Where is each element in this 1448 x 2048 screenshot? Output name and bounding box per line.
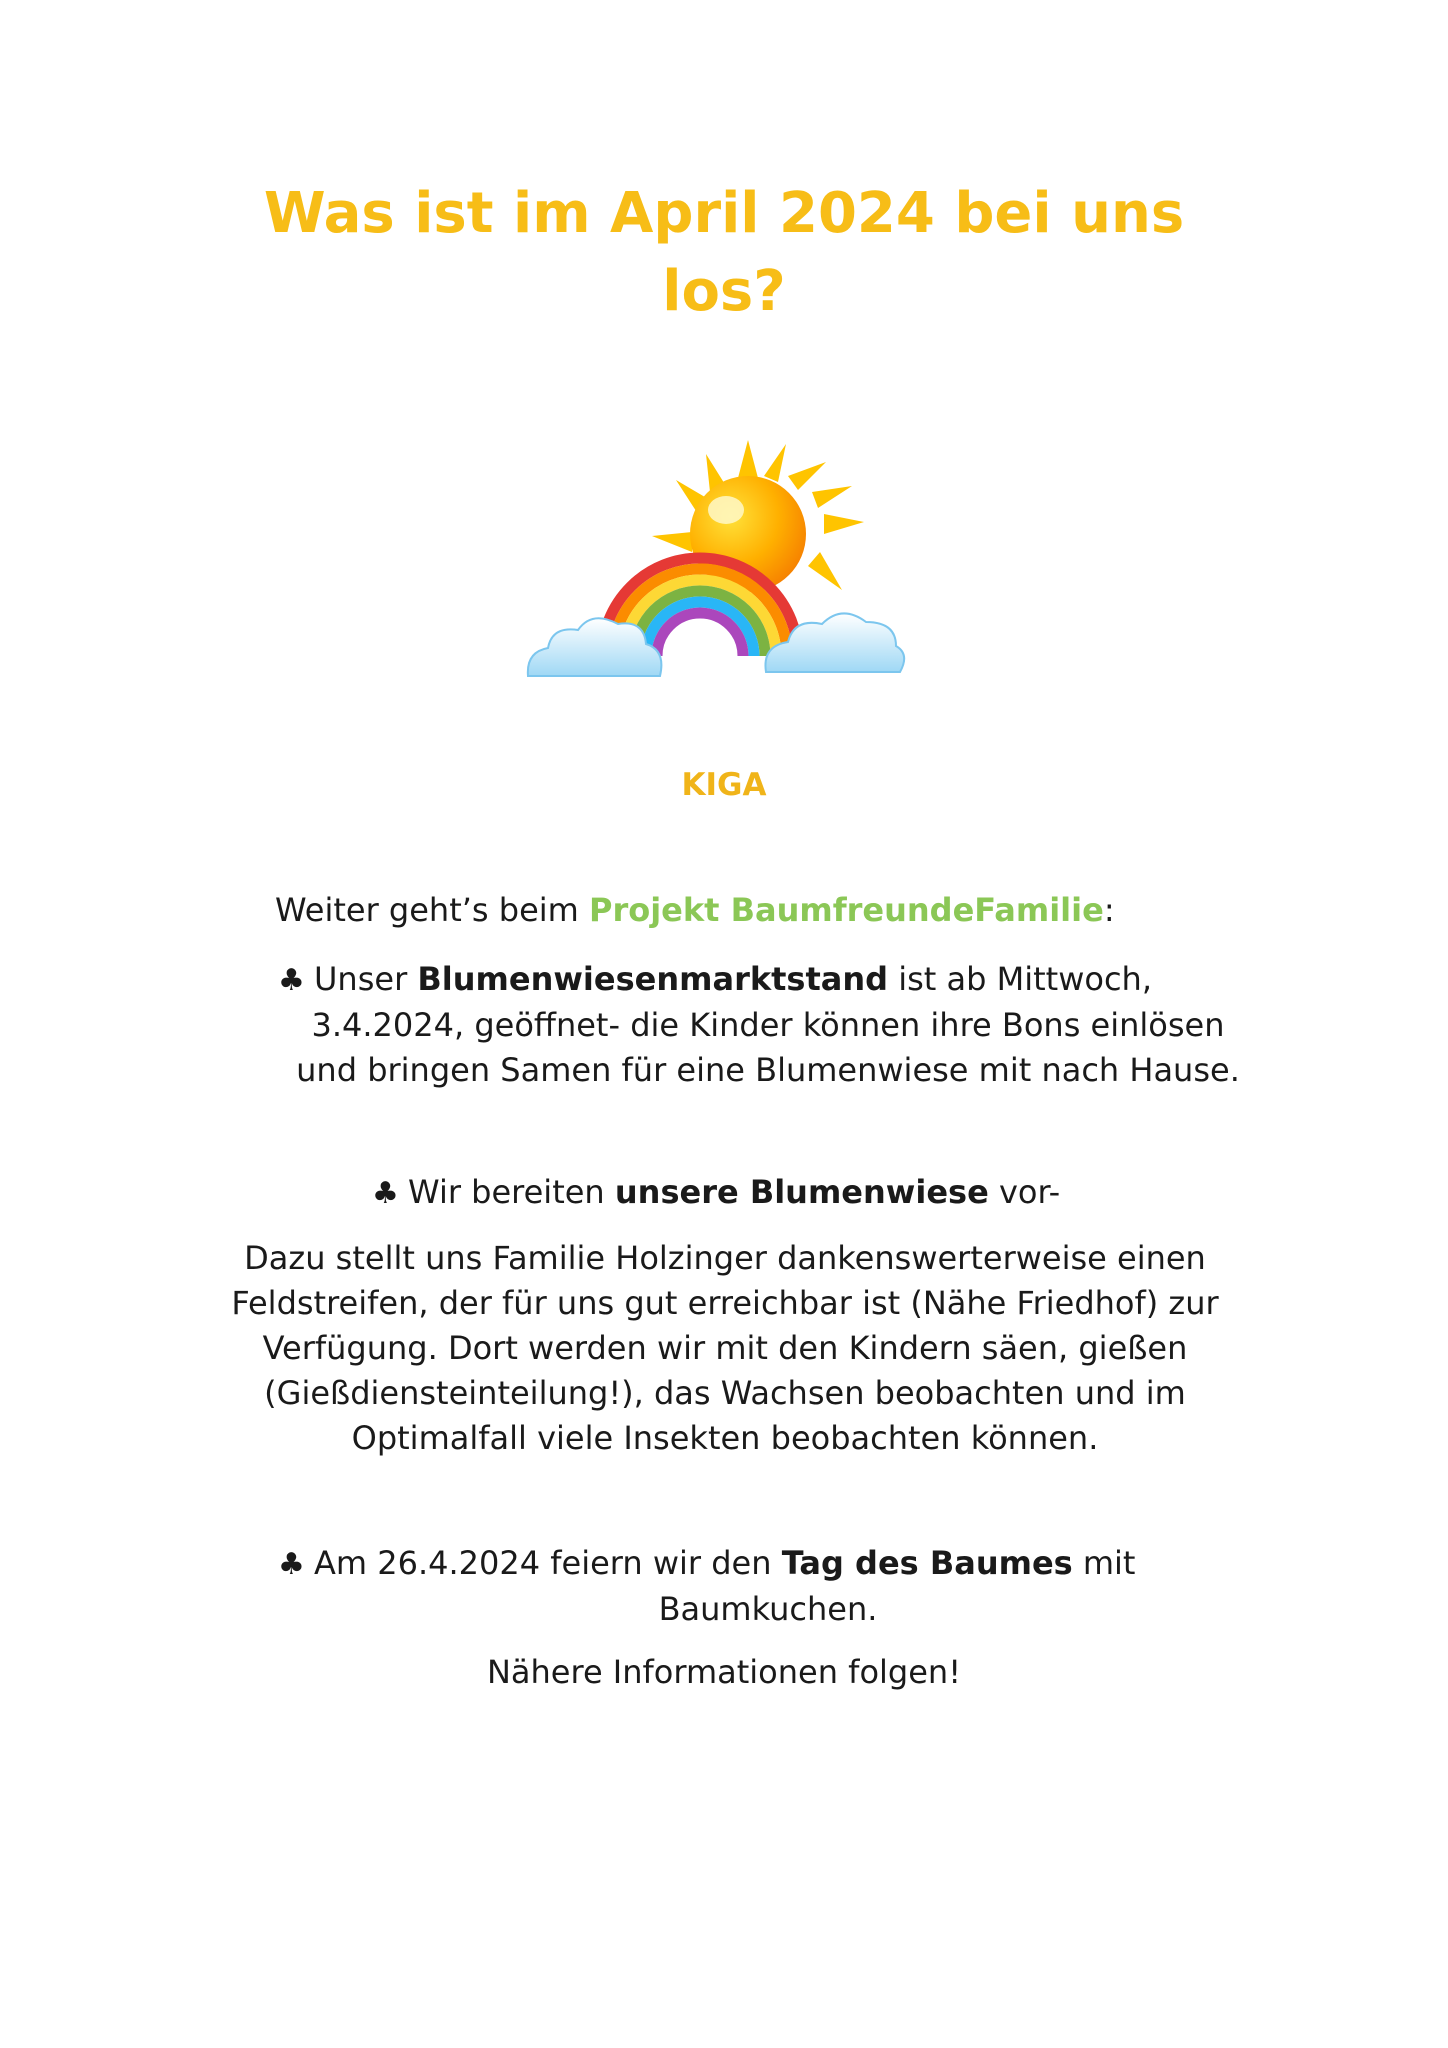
item2-bold-text: unsere Blumenwiese	[614, 1173, 989, 1211]
club-bullet-icon: ♣	[278, 963, 305, 998]
item1-bold-text: Blumenwiesenmarktstand	[417, 960, 889, 998]
item3-text-after: mit	[1072, 1544, 1136, 1582]
item3-line-2: Baumkuchen.	[658, 1590, 878, 1628]
description-line: Optimalfall viele Insekten beobachten können.	[351, 1419, 1099, 1457]
project-name: Projekt BaumfreundeFamilie	[588, 891, 1104, 929]
item1-text-before: Unser	[314, 960, 418, 998]
intro-prefix: Weiter geht’s beim	[275, 891, 589, 929]
title-line-1: Was ist im April 2024 bei uns	[263, 181, 1185, 246]
description-line: Dazu stellt uns Familie Holzinger dankenswerterweise einen	[244, 1239, 1206, 1277]
blumenwiese-description	[150, 1236, 1300, 1461]
sun-rainbow-clouds-illustration	[526, 440, 910, 680]
item2-text-before: Wir bereiten	[408, 1173, 615, 1211]
description-line: (Gießdiensteinteilung!), das Wachsen beobachten und im	[264, 1374, 1186, 1412]
intro-paragraph	[275, 888, 1115, 933]
list-item-blumenwiese	[372, 1170, 1060, 1216]
item2-text-after: vor-	[988, 1173, 1061, 1211]
intro-suffix: :	[1103, 891, 1115, 929]
page-title	[200, 175, 1248, 331]
list-item-tag-des-baumes	[278, 1541, 1258, 1632]
item1-text-after: ist ab Mittwoch,	[888, 960, 1152, 998]
title-line-2: los?	[662, 259, 786, 324]
closing-note: Nähere Informationen folgen!	[486, 1653, 962, 1691]
club-bullet-icon: ♣	[278, 1547, 305, 1582]
description-line: Verfügung. Dort werden wir mit den Kindern säen, gießen	[262, 1329, 1188, 1367]
list-item-marktstand	[258, 957, 1288, 1093]
club-bullet-icon: ♣	[372, 1176, 399, 1211]
item3-bold-text: Tag des Baumes	[781, 1544, 1073, 1582]
section-heading-kiga: KIGA	[681, 767, 767, 803]
item1-line-3: und bringen Samen für eine Blumenwiese mit nach Hause.	[296, 1051, 1240, 1089]
description-line: Feldstreifen, der für uns gut erreichbar ist (Nähe Friedhof) zur	[231, 1284, 1219, 1322]
item1-line-2: 3.4.2024, geöffnet- die Kinder können ihre Bons einlösen	[311, 1006, 1225, 1044]
item3-text-before: Am 26.4.2024 feiern wir den	[314, 1544, 782, 1582]
